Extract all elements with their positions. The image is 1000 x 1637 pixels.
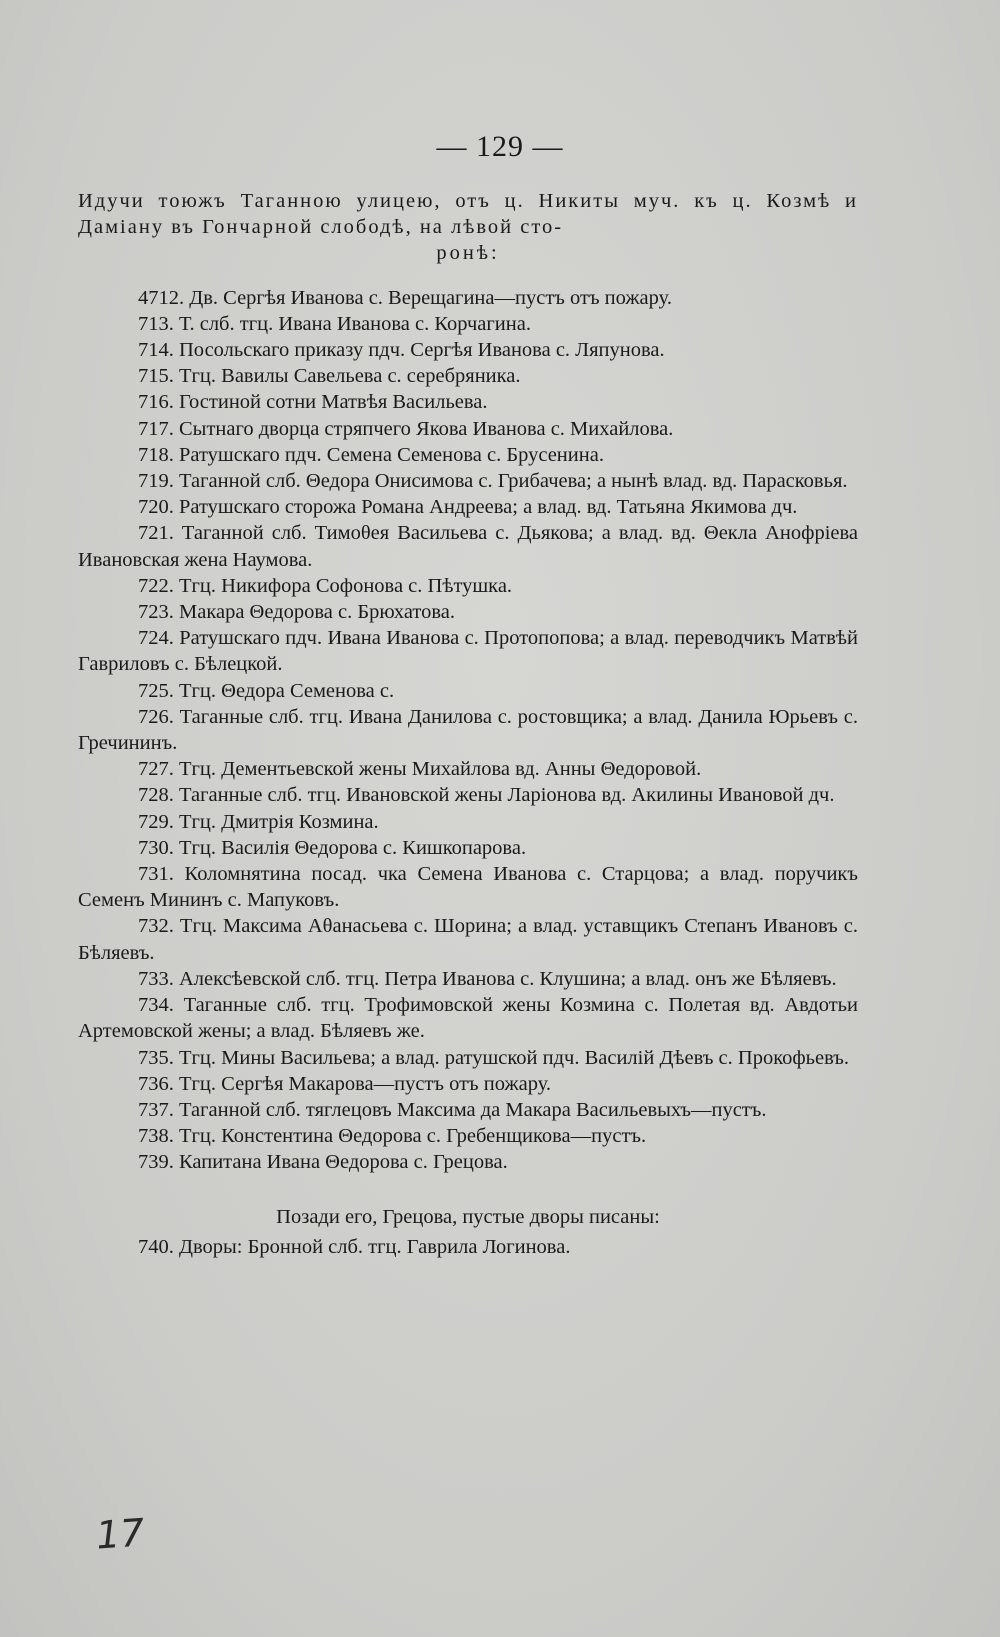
entry: 718. Ратушскаго пдч. Семена Семенова с. Брусенина. [138,443,604,466]
entry: 715. Тгц. Вавилы Савельева с. серебряника. [138,365,521,388]
entry: 731. Коломнятина посад. чка Семена Иванова с. Старцова; а влад. поручикъ Семенъ Мининъ с. Мапуковъ. [78,863,858,912]
entry: 734. Таганные слб. тгц. Трофимовской жены Козмина с. Полетая вд. Авдотьи Артемовской жены; а влад. Бѣляевъ же. [78,994,858,1043]
page-number: — 129 — [436,130,564,163]
entry: 729. Тгц. Дмитрія Козмина. [138,810,379,833]
entry: 724. Ратушскаго пдч. Ивана Иванова с. Протопопова; а влад. переводчикъ Матвѣй Гавриловъ с. Бѣлецкой. [78,627,858,676]
entry: 739. Капитана Ивана Θедорова с. Грецова. [138,1151,508,1174]
entry-list [78,285,858,1176]
entry: 720. Ратушскаго сторожа Романа Андреева; а влад. вд. Татьяна Якимова дч. [138,496,798,519]
intro-paragraph: Идучи тоюжъ Таганною улицею, отъ ц. Никиты муч. къ ц. Козмѣ и Даміану въ Гончарной слободѣ, на лѣвой сто- [78,190,858,239]
entry: 722. Тгц. Никифора Софонова с. Пѣтушка. [138,574,513,597]
entry: 732. Тгц. Максима Аθанасьева с. Шорина; а влад. уставщикъ Степанъ Ивановъ с. Бѣляевъ. [78,915,858,964]
entry: 728. Таганные слб. тгц. Ивановской жены Ларіонова вд. Акилины Ивановой дч. [138,784,835,807]
entry: 714. Посольскаго приказу пдч. Сергѣя Иванова с. Ляпунова. [138,339,665,362]
entry: 738. Тгц. Констентина Θедорова с. Гребенщикова—пустъ. [138,1125,647,1148]
document-body [78,188,858,1260]
entry: 735. Тгц. Мины Васильева; а влад. ратушской пдч. Василій Дѣевъ с. Прокофьевъ. [138,1046,849,1069]
handwritten-note: 17 [94,1510,146,1558]
entry: 723. Макара Θедорова с. Брюхатова. [138,601,455,624]
intro-paragraph-end: ронѣ: [436,242,500,265]
entry: 721. Таганной слб. Тимоθея Васильева с. Дьякова; а влад. вд. Θекла Анофріева Ивановская жена Наумова. [78,522,858,571]
entry: 713. Т. слб. тгц. Ивана Иванова с. Корчагина. [138,312,531,335]
entry: 737. Таганной слб. тяглецовъ Максима да Макара Васильевыхъ—пустъ. [138,1098,767,1121]
entry: 717. Сытнаго дворца стряпчего Якова Иванова с. Михайлова. [138,417,674,440]
entry: 716. Гостиной сотни Матвѣя Васильева. [138,391,488,414]
entry: 727. Тгц. Дементьевской жены Михайлова вд. Анны Θедоровой. [138,758,702,781]
entry: 4712. Дв. Сергѣя Иванова с. Верещагина—пустъ отъ пожару. [138,286,672,309]
section-heading: Позади его, Грецова, пустые дворы писаны: [276,1205,660,1228]
entry: 725. Тгц. Θедора Семенова с. [138,679,395,702]
entry: 726. Таганные слб. тгц. Ивана Данилова с. ростовщика; а влад. Данила Юрьевъ с. Гречининъ. [78,705,858,755]
entry: 730. Тгц. Василія Θедорова с. Кишкопарова. [138,836,527,859]
entry: 736. Тгц. Сергѣя Макарова—пустъ отъ пожару. [138,1072,552,1095]
entry: 733. Алексѣевской слб. тгц. Петра Иванова с. Клушина; а влад. онъ же Бѣляевъ. [138,967,837,990]
entry: 740. Дворы: Бронной слб. тгц. Гаврила Логинова. [138,1235,571,1258]
entry: 719. Таганной слб. Θедора Онисимова с. Грибачева; а нынѣ влад. вд. Парасковья. [138,470,848,493]
